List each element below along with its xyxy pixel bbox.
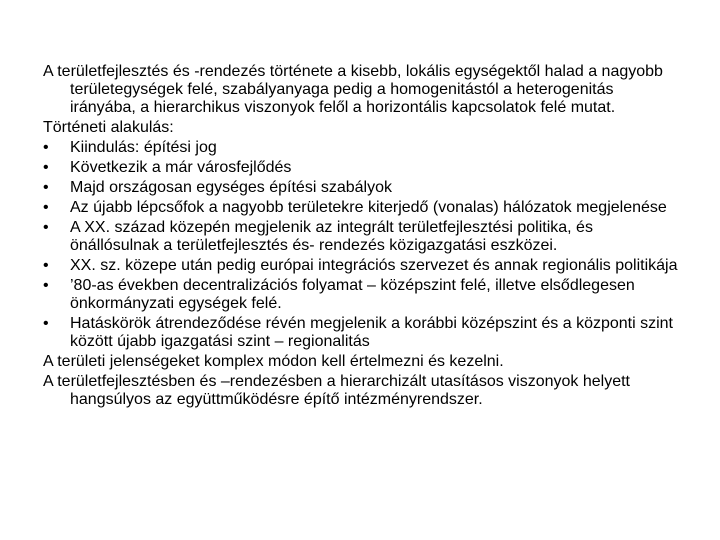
- list-item: [43, 219, 683, 255]
- closing-paragraph-2: A területfejlesztésben és –rendezésben a hierarchizált utasításos viszonyok helyett hangsúlyos az együttműködésre építő intézményrendszer.: [43, 373, 630, 408]
- list-item-text: Majd országosan egységes építési szabályok: [70, 179, 392, 196]
- bullet-marker: •: [43, 199, 49, 216]
- history-heading: Történeti alakulás:: [43, 119, 174, 136]
- list-item: [43, 179, 683, 197]
- list-item: [43, 159, 683, 177]
- slide-body: [43, 63, 683, 411]
- bullet-marker: •: [43, 139, 49, 156]
- list-item: [43, 139, 683, 157]
- intro-paragraph: A területfejlesztés és -rendezés története a kisebb, lokális egységektől halad a nagyobb területegységek felé, szabályanyaga pedig a homogenitástól a heterogenitás irányába, a hierarchikus viszonyok felől a horizontális kapcsolatok felé mutat.: [43, 63, 663, 116]
- bullet-marker: •: [43, 315, 49, 332]
- list-item: [43, 257, 683, 275]
- closing-paragraph-1: A területi jelenségeket komplex módon kell értelmezni és kezelni.: [43, 353, 504, 370]
- bullet-marker: •: [43, 219, 49, 236]
- list-item-text: Kiindulás: építési jog: [70, 139, 217, 156]
- list-item-text: ’80-as években decentralizációs folyamat – középszint felé, illetve elsődlegesen önkormányzati egységek felé.: [70, 277, 635, 312]
- list-item-text: Az újabb lépcsőfok a nagyobb területekre kiterjedő (vonalas) hálózatok megjelenése: [70, 199, 667, 216]
- list-item: [43, 315, 683, 351]
- bullet-marker: •: [43, 179, 49, 196]
- list-item: [43, 199, 683, 217]
- bullet-marker: •: [43, 257, 49, 274]
- list-item-text: Következik a már városfejlődés: [70, 159, 292, 176]
- bullet-marker: •: [43, 277, 49, 294]
- list-item-text: XX. sz. közepe után pedig európai integrációs szervezet és annak regionális politikája: [70, 257, 678, 274]
- list-item-text: Hatáskörök átrendeződése révén megjelenik a korábbi középszint és a központi szint között újabb igazgatási szint – regionalitás: [70, 315, 673, 350]
- bullet-marker: •: [43, 159, 49, 176]
- list-item-text: A XX. század közepén megjelenik az integrált területfejlesztési politika, és önállósulnak a területfejlesztés és- rendezés közigazgatási eszközei.: [70, 219, 593, 254]
- list-item: [43, 277, 683, 313]
